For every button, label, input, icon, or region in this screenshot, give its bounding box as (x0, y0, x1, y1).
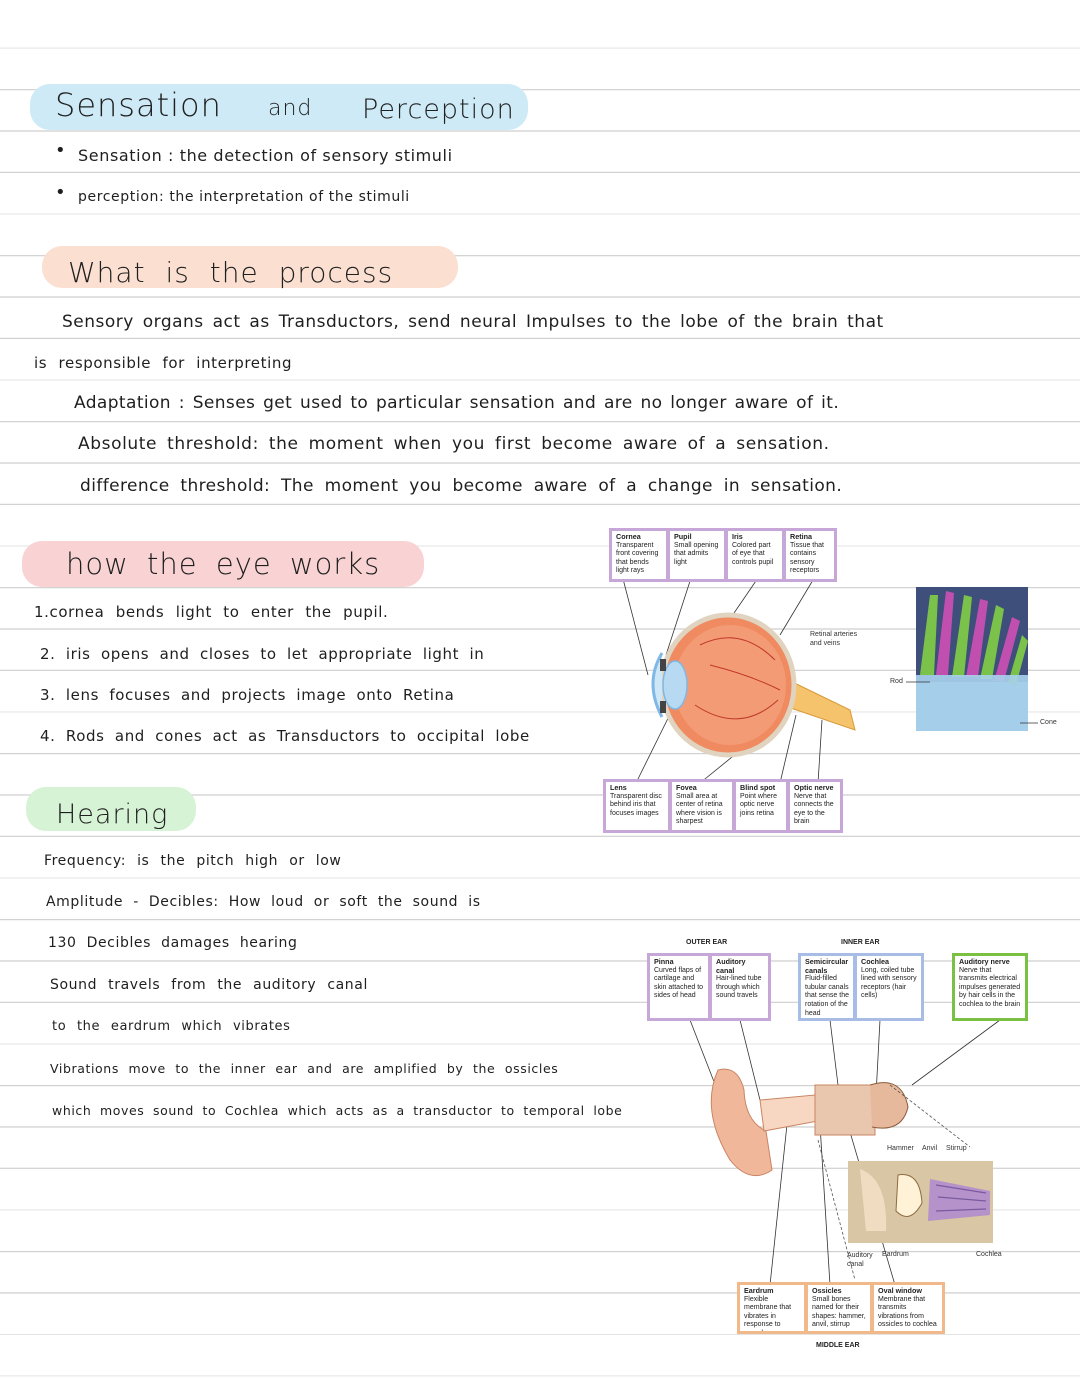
cochlea-small-label: Cochlea (976, 1251, 1002, 1258)
eardrum-small-label: Eardrum (882, 1251, 909, 1258)
hearing-frequency: Frequency: is the pitch high or low (44, 853, 342, 869)
ear-label-eardrum: Eardrum Flexible membrane that vibrates in response to sound waves (737, 1282, 807, 1334)
ear-label-ossicles: Ossicles Small bones named for their shapes: hammer, anvil, stirrup (805, 1282, 873, 1334)
eye-label-retina: Retina Tissue that contains sensory receptors (783, 528, 837, 582)
process-line-1: Sensory organs act as Transductors, send neural Impulses to the lobe of the brain that (62, 312, 884, 332)
ear-label-auditory-nerve: Auditory nerve Nerve that transmits electrical impulses generated by hair cells in the cochlea to the brain (952, 953, 1028, 1021)
eye-step-1: 1.cornea bends light to enter the pupil. (34, 603, 389, 621)
sensation-title-word-3: Perception (362, 94, 515, 125)
ear-label-semicircular: Semicircular canals Fluid-filled tubular canals that sense the rotation of the head (798, 953, 856, 1021)
eye-label-pupil: Pupil Small opening that admits light (667, 528, 727, 582)
absolute-threshold: Absolute threshold: the moment when you first become aware of a sensation. (78, 434, 830, 454)
retinal-arteries-label: Retinal arteries and veins (810, 631, 858, 647)
eye-step-3: 3. lens focuses and projects image onto Retina (40, 686, 455, 704)
eye-diagram (600, 525, 1070, 837)
cone-label: Cone (1040, 719, 1057, 726)
hearing-amplitude: Amplitude - Decibles: How loud or soft the sound is (46, 894, 481, 910)
process-line-1-cont: is responsible for interpreting (34, 354, 293, 372)
ear-label-auditory-canal: Auditory canal Hair-lined tube through which sound travels (709, 953, 771, 1021)
difference-threshold: difference threshold: The moment you become aware of a change in sensation. (80, 476, 843, 496)
anvil-label: Anvil (922, 1145, 938, 1152)
rod-label: Rod (890, 678, 903, 685)
hearing-decibels: 130 Decibles damages hearing (48, 935, 298, 951)
ear-diagram (640, 935, 1040, 1355)
hearing-cochlea: which moves sound to Cochlea which acts as a transductor to temporal lobe (52, 1103, 623, 1118)
outer-ear-heading: OUTER EAR (686, 939, 728, 946)
adaptation-definition: Adaptation : Senses get used to particular sensation and are no longer aware of it. (74, 393, 840, 413)
bullet-dot: • (55, 182, 66, 203)
sensation-title-word-1: Sensation (55, 86, 222, 124)
auditory-canal-small-label: Auditory canal (847, 1252, 873, 1268)
ear-label-pinna: Pinna Curved flaps of cartilage and skin attached to sides of head (647, 953, 711, 1021)
stirrup-label: Stirrup (946, 1145, 967, 1152)
hearing-title: Hearing (56, 799, 169, 830)
perception-definition: perception: the interpretation of the stimuli (78, 189, 410, 205)
eye-label-fovea: Fovea Small area at center of retina where vision is sharpest (669, 779, 735, 833)
hearing-eardrum: to the eardrum which vibrates (52, 1019, 291, 1034)
eye-label-optic-nerve: Optic nerve Nerve that connects the eye to the brain (787, 779, 843, 833)
ear-label-oval-window: Oval window Membrane that transmits vibrations from ossicles to cochlea (871, 1282, 945, 1334)
eye-title: how the eye works (66, 547, 381, 581)
ear-label-cochlea: Cochlea Long, coiled tube lined with sensory receptors (hair cells) (854, 953, 924, 1021)
hammer-label: Hammer (887, 1145, 914, 1152)
sensation-title-word-2: and (268, 96, 313, 121)
eye-label-lens: Lens Transparent disc behind iris that focuses images (603, 779, 671, 833)
process-title: What is the process (68, 256, 394, 289)
bullet-dot: • (55, 140, 66, 161)
middle-ear-heading: MIDDLE EAR (816, 1342, 860, 1349)
eye-label-cornea: Cornea Transparent front covering that bends light rays (609, 528, 669, 582)
eye-step-2: 2. iris opens and closes to let appropriate light in (40, 645, 485, 663)
inner-ear-heading: INNER EAR (841, 939, 880, 946)
hearing-auditory-canal: Sound travels from the auditory canal (50, 977, 368, 993)
eye-label-iris: Iris Colored part of eye that controls pupil (725, 528, 785, 582)
eye-step-4: 4. Rods and cones act as Transductors to occipital lobe (40, 727, 530, 745)
sensation-definition: Sensation : the detection of sensory stimuli (78, 146, 453, 165)
hearing-vibrations: Vibrations move to the inner ear and are amplified by the ossicles (50, 1061, 559, 1076)
eye-label-blind-spot: Blind spot Point where optic nerve joins retina (733, 779, 789, 833)
